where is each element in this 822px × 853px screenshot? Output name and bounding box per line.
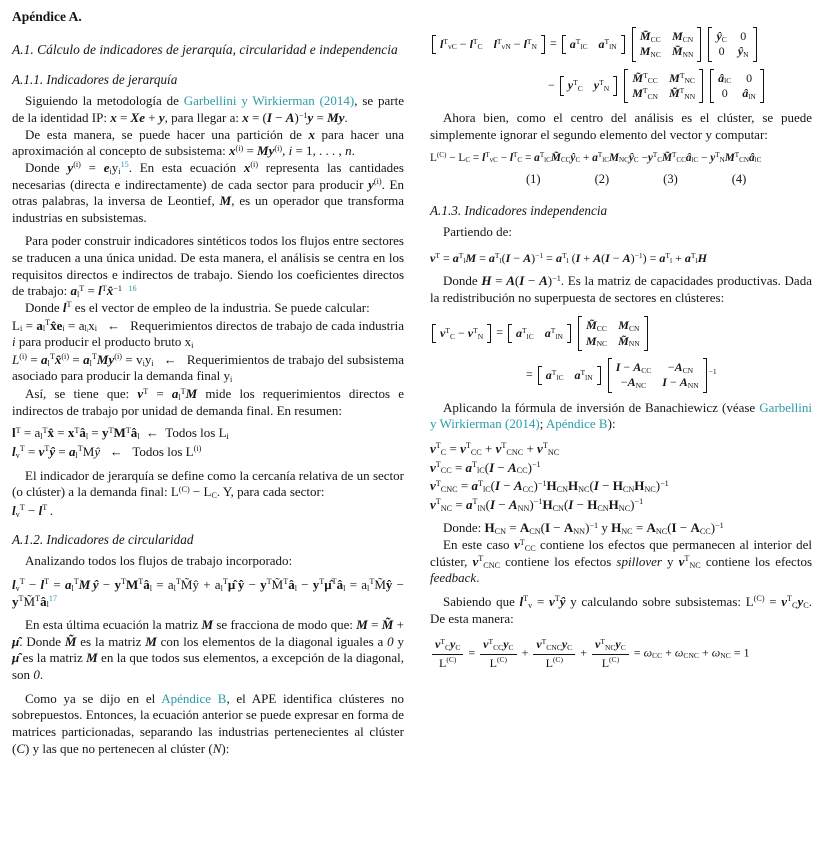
paragraph-particion-x: De esta manera, se puede hacer una partición de x para hacer una aproximación al concepto de subsistema: $x^{(i)} = My^{(i)}$, i = 1, . . . , n. (12, 126, 405, 159)
equation-requerimientos-directos: $L_i$ = $a_l^Tx̂e_i = a_{l_i}x_i$ ← Requerimientos directos de trabajo de cada industria i para producir el producto bruto $x_i$ (12, 317, 404, 350)
paragraph-sabiendo-que: Sabiendo que $l^T_v$ = $v^Tŷ$ y calculando sobre subsistemas: $L^{(C)} = v^T_Cy_C$. De esta manera: (430, 593, 812, 626)
paragraph-identidad-ip: Siguiendo la metodología de Garbellini y Wirkierman (2014), se parte de la identidad IP: x = Xe + y, para llegar a: $x = (I - A)^{-1}y = My$. (12, 93, 404, 125)
appendix-title: Apéndice A. (12, 9, 82, 24)
section-a12-heading: A.1.2. Indicadores de circularidad (12, 532, 194, 548)
citation-garbellini-2014-link-2[interactable]: Garbellini y Wirkierman (2014) (430, 399, 812, 432)
section-a11-heading: A.1.1. Indicadores de jerarquía (12, 72, 178, 88)
equation-vc-suma: $v^T_C = v^T_{CC} + v^T_{CNC} + v^T_{NC}$ (430, 440, 560, 457)
section-a1-heading: A.1. Cálculo de indicadores de jerarquía, circularidad e independencia (12, 42, 398, 58)
equation-particionada-linea-2: − $y^T_C$ $y^T_N$ M̃$^T_{CC}$ $M^T_{NC}$ $M^T_{CN}$ M̃$^T_{NN}$ $â_{lC}$ 0 0 $â_{lN}$ (430, 69, 812, 104)
paragraph-indicadores-sinteticos: Para poder construir indicadores sintéticos todos los flujos entre sectores se traducen a una única unidad. De esta manera, el análisis se centra en los requisitos directos e indirectos de trabajo. Siendo los coeficientes directos de trabajo: $a_l^T$ = $l^Tx̂^{-1}$ $^{16}$ (12, 233, 404, 300)
paragraph-donde-y: Donde $y^{(i)} = e_iy_i^{15}$. En esta ecuación $x^{(i)}$ representa las cantidades necesarias (directa e indirectamente) de cada sector para producir $y^{(i)}$. En otras palabras, la inversa de Leontief, M, es un operador que transforma industrias en subsistemas. (12, 159, 404, 225)
paragraph-partiendo-de: Partiendo de: (443, 224, 512, 240)
paragraph-asi-se-tiene: Así, se tiene que: $v^T = a_l^TM$ mide los requerimientos directos e indirectos de trabajo por unidad de demanda final. En resumen: (12, 386, 404, 418)
citation-garbellini-2014-link[interactable]: Garbellini y Wirkierman (2014) (183, 93, 355, 109)
apendice-b-link[interactable]: Apéndice B (161, 690, 227, 706)
left-column (12, 6, 404, 757)
equation-sector: $l_v^T - l^T$ . (12, 502, 54, 519)
equation-vcnc: $v^T_{CNC} = a^T_{lC}(I - A_{CC})^{-1}H_{CN}H_{NC}(I - H_{CN}H_{NC})^{-1}$ (430, 478, 669, 494)
section-a13-heading: A.1.3. Indicadores independencia (430, 203, 608, 219)
paragraph-ahora-bien: Ahora bien, como el centro del análisis es el clúster, se puede simplemente ignorar el segundo elemento del vector y computar: (430, 110, 812, 143)
equation-resumen-lv: $l_v^T$ = $v^Tŷ$ = $a_l^TMŷ$ ← Todos los $L^{(i)}$ (12, 443, 202, 460)
paragraph-indicador-jerarquia: El indicador de jerarquía se define como la cercanía relativa de un sector (o clúster) a la demanda final: $L^{(C)} - L_C$. Y, para cada sector: (12, 467, 404, 500)
paragraph-donde-h: Donde: $H_{CN} = A_{CN}(I - A_{NN})^{-1}$ y $H_{NC} = A_{NC}(I - A_{CC})^{-1}$ (443, 520, 724, 537)
paragraph-analizando-flujos: Analizando todos los flujos de trabajo incorporado: (25, 553, 293, 569)
footnote-16-ref[interactable]: 16 (128, 283, 137, 293)
footnote-15-ref[interactable]: 15 (120, 160, 129, 170)
paragraph-matriz-fraccionada: En esta última ecuación la matriz M se fracciona de modo que: M = M̃ + μ̂. Donde M̃ es la matriz M con los elementos de la diagonal iguales a 0 y μ̂ es la matriz M en la que todos sus elementos, a excepción de la diagonal, son 0. (12, 617, 405, 683)
right-column (430, 6, 812, 757)
term-label-3: (3) (663, 172, 678, 187)
equation-particionada-linea-1: $l^T_{vC} - l^T_C$ $l^T_{vN} - l^T_N$ = $a^T_{lC}$ $a^T_{lN}$ $M̃_{CC}$ $M_{CN}$ $M_{NC}$ $M̃_{NN}$ $ŷ_C$ 0 0 $ŷ_N$ (430, 27, 812, 62)
equation-vnc: $v^T_{NC} = a^T_{lN}(I - A_{NN})^{-1}H_{CN}(I - H_{CN}H_{NC})^{-1}$ (430, 496, 644, 513)
footnote-17-ref[interactable]: 17 (48, 594, 58, 604)
paragraph-matriz-capacidades: Donde $H = A(I - A)^{-1}$. Es la matriz de capacidades productivas. Dada la redistribución no superpuesta de sectores en clústeres: (430, 273, 812, 305)
term-label-4: (4) (731, 172, 747, 187)
equation-v-particionada-linea-2: = $a^T_{lC}$ $a^T_{lN}$ $I - A_{CC}$ $-A_{CN}$ $-A_{NC}$ $I - A_{NN}$ $^{-1}$ (430, 358, 812, 393)
paragraph-efectos-spillover-feedback: En este caso $v^T_{CC}$ contiene los efectos que permanecen al interior del clúster, $v^T_{CNC}$ contiene los efectos spillover y $v^T_{NC}$ contiene los efectos feedback. (430, 537, 813, 586)
equation-term-labels (430, 171, 812, 187)
equation-vcc: $v^T_{CC} = a^T_{lC}(I - A_{CC})^{-1}$ (430, 459, 541, 476)
paragraph-banachiewicz: Aplicando la fórmula de inversión de Banachiewicz (véase Garbellini y Wirkierman (2014); Apéndice B): (430, 399, 812, 432)
apendice-b-link-2[interactable]: Apéndice B (545, 416, 608, 432)
equation-resumen-l: $l^T$ = $a_l^Tx̂$ = $x^Tâ_l$ = $y^TM^Tâ_l$ ← Todos los $L_i$ (12, 425, 229, 442)
paragraph-ape-clusteres: Como ya se dijo en el Apéndice B, el APE identifica clústeres no sobrepuestos. Entonces, la ecuación anterior se puede expresar en forma de matrices particionadas, separando las industrias pertenecientes al clúster (C) y las que no pertenecen al clúster (N): (12, 690, 405, 756)
equation-v-descomposicion: $v^T = a^T_lM = a^T_l(I - A)^{-1} = a^T_l$ $(I + A(I - A)^{-1}) = a^T_l + a^T_lH$ (430, 250, 707, 266)
equation-omegas: $\frac{v^T_Cy_C}{L^{(C)}}$ = $\frac{v^T_{CC}y_C}{L^{(C)}}$ + $\frac{v^T_{CNC}y_C}{L^{(C)}}$ + $\frac{v^T_{NC}y_C}{L^{(C)}}$ = $\omega_{CC} + \omega_{CNC} + \omega_{NC} = 1$ (430, 637, 812, 671)
equation-requerimientos-subsistema: $L^{(i)}$ = $a_l^Tx̂^{(i)} = a_l^TMy^{(i)} = v_iy_i$ ← Requerimientos de trabajo del subsistema asociado para producir la demanda final $y_i$ (12, 351, 404, 385)
term-label-2: (2) (594, 172, 610, 187)
equation-circularidad: $l_v^T - l^T = a_l^TM$ ŷ − $y^TM^Tâ_l$ = $a_l^TM̃ŷ$ + $a_l^T\mû$ ŷ − $y^TM̃^Tâ_l$ − $y^T\mû^Tâ_l$ = $a_l^TM̃ŷ$ − $y^TM̃^Tâ_l^{17}$ (12, 576, 404, 610)
term-label-1: (1) (526, 172, 541, 187)
equation-v-particionada-linea-1: $v^T_C - v^T_N$ = $a^T_{lC}$ $a^T_{lN}$ $M̃_{CC}$ $M_{CN}$ $M_{NC}$ $M̃_{NN}$ (430, 316, 812, 351)
paragraph-vector-empleo: Donde $l^T$ es el vector de empleo de la industria. Se puede calcular: (25, 299, 370, 315)
equation-jerarquia-cluster: $L^{(C)} - L_C = l^T_{vC} - l^T_C$ = $a^T_{lC}M̃_{CC}ŷ_C$ + $a^T_{lC}M_{NC}ŷ_C$ $-y^T_CM̃^T_{CC}â_{lC}$ − $y^T_NM^T_{CN}â_{lC}$ (430, 150, 762, 165)
